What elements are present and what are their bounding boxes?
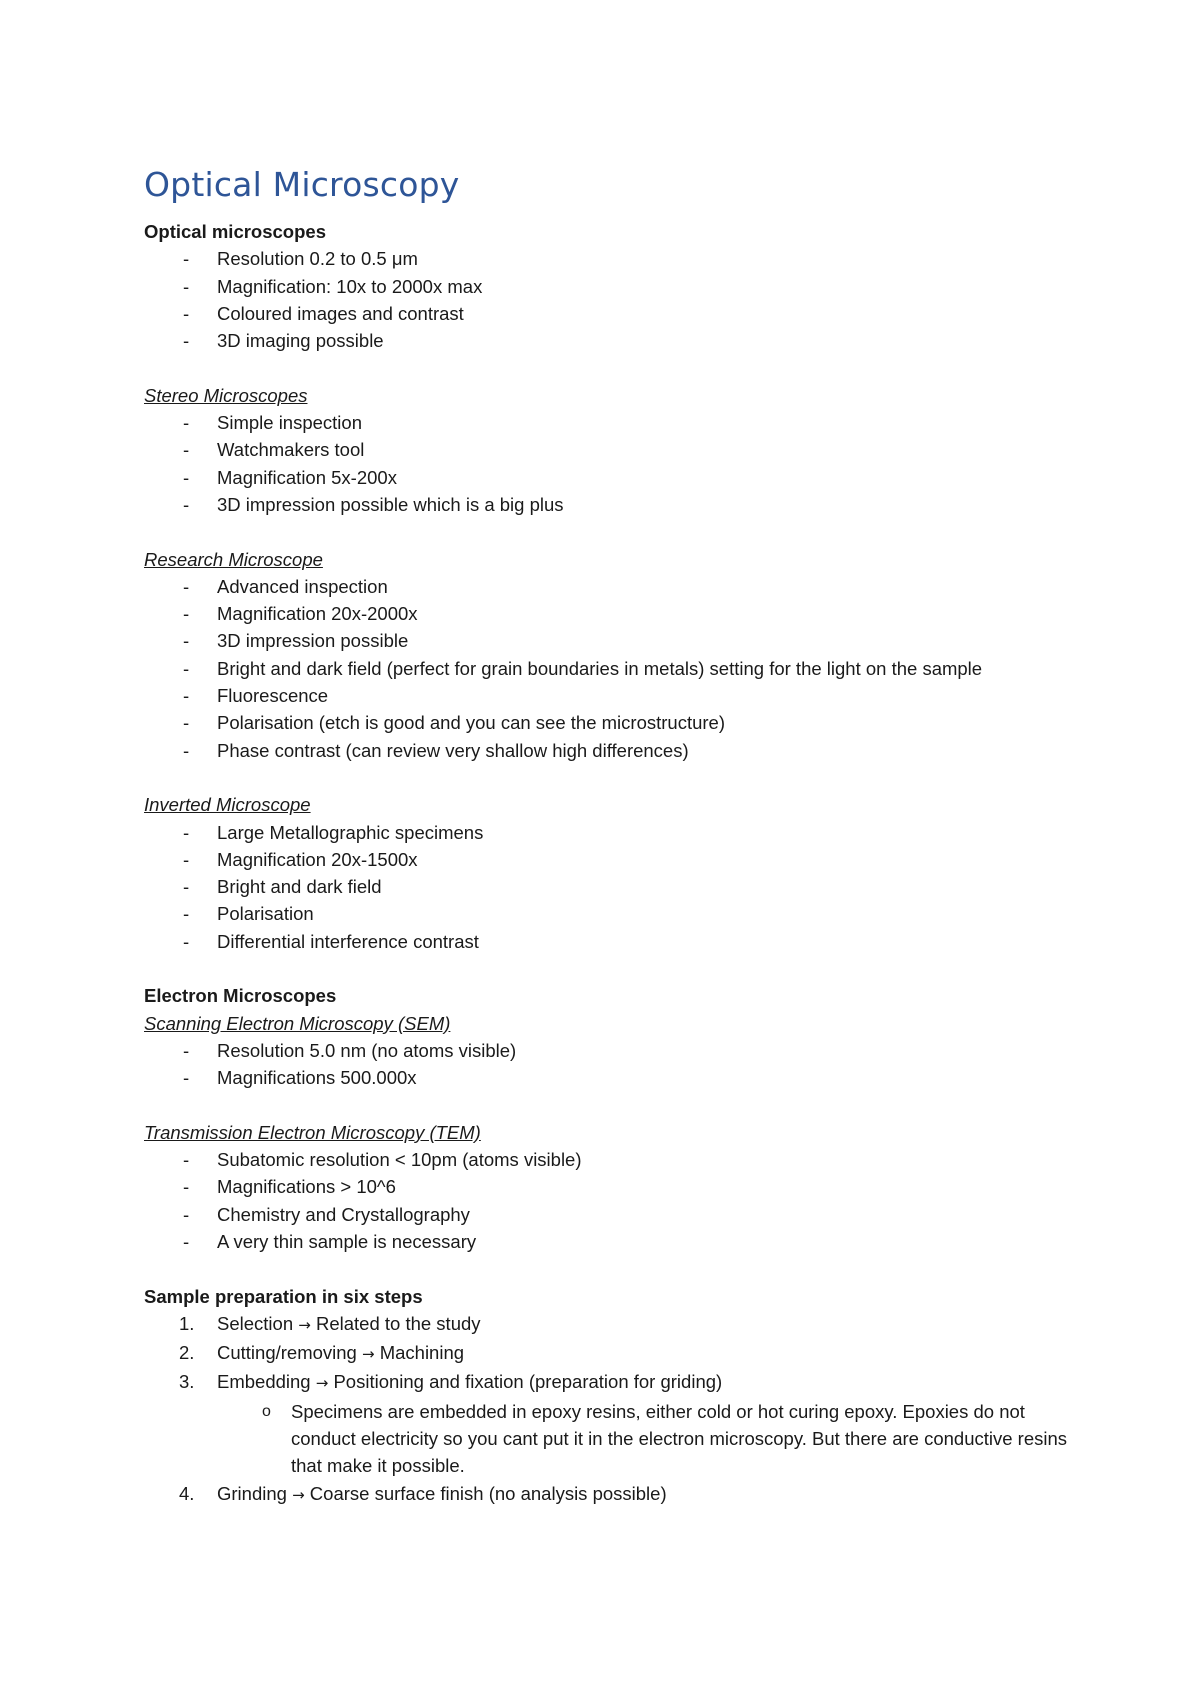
list-item: - Magnification: 10x to 2000x max: [144, 273, 1064, 300]
dash-marker: -: [183, 248, 190, 270]
subheading-sem: Scanning Electron Microscopy (SEM): [144, 1012, 451, 1034]
stereo-list: [144, 409, 1064, 518]
list-item: - Resolution 0.2 to 0.5 μm: [144, 245, 1064, 272]
subheading-tem: Transmission Electron Microscopy (TEM): [144, 1121, 481, 1143]
dash-marker: -: [183, 466, 190, 488]
numbered-step: 3. Embedding → Positioning and fixation (preparation for griding): [144, 1368, 1064, 1397]
arrow-right-icon: →: [361, 1345, 375, 1364]
numbered-step: 4. Grinding → Coarse surface finish (no analysis possible): [144, 1480, 1064, 1509]
dash-marker: -: [183, 1230, 190, 1252]
dash-marker: -: [183, 1149, 190, 1171]
list-item: - Simple inspection: [144, 409, 1064, 436]
list-item: - Differential interference contrast: [144, 928, 1064, 955]
inverted-list: [144, 819, 1064, 955]
section-heading-electron: Electron Microscopes: [144, 985, 337, 1007]
circle-bullet-marker: o: [262, 1402, 271, 1420]
list-item: - Magnifications > 10^6: [144, 1173, 1064, 1200]
list-item: - Magnifications 500.000x: [144, 1064, 1064, 1091]
list-item: - 3D impression possible which is a big plus: [144, 491, 1064, 518]
dash-marker: -: [183, 739, 190, 761]
list-item: - Polarisation: [144, 900, 1064, 927]
dash-marker: -: [183, 712, 190, 734]
dash-marker: -: [183, 821, 190, 843]
section-heading-sample-prep: Sample preparation in six steps: [144, 1285, 423, 1307]
list-item: - Bright and dark field: [144, 873, 1064, 900]
dash-marker: -: [183, 493, 190, 515]
page-title: Optical Microscopy: [144, 165, 460, 204]
list-item: - 3D impression possible: [144, 627, 1064, 654]
dash-marker: -: [183, 575, 190, 597]
dash-marker: -: [183, 603, 190, 625]
list-item: - Chemistry and Crystallography: [144, 1201, 1064, 1228]
dash-marker: -: [183, 412, 190, 434]
list-item: - 3D imaging possible: [144, 327, 1064, 354]
sample-prep-list: [144, 1310, 1068, 1509]
list-item: - Magnification 20x-1500x: [144, 846, 1064, 873]
dash-marker: -: [183, 302, 190, 324]
dash-marker: -: [183, 876, 190, 898]
list-item: - Watchmakers tool: [144, 436, 1064, 463]
dash-marker: -: [183, 848, 190, 870]
step-number: 3.: [179, 1371, 195, 1393]
section-heading-stereo: Stereo Microscopes: [144, 384, 308, 406]
dash-marker: -: [183, 1203, 190, 1225]
list-item: - Large Metallographic specimens: [144, 819, 1064, 846]
list-item: - Phase contrast (can review very shallow high differences): [144, 737, 1064, 764]
document-content: [144, 160, 1068, 1509]
list-item: - Polarisation (etch is good and you can see the microstructure): [144, 709, 1064, 736]
section-heading-optical: Optical microscopes: [144, 221, 326, 242]
arrow-right-icon: →: [315, 1374, 329, 1393]
list-item: - Magnification 5x-200x: [144, 464, 1064, 491]
sem-list: [144, 1037, 1064, 1092]
dash-marker: -: [183, 903, 190, 925]
list-item: - Bright and dark field (perfect for grain boundaries in metals) setting for the light on the sample: [144, 655, 1064, 682]
numbered-step: 1. Selection → Related to the study: [144, 1310, 1064, 1339]
list-item: - Fluorescence: [144, 682, 1064, 709]
sub-list-item: o Specimens are embedded in epoxy resins, either cold or hot curing epoxy. Epoxies do not conduct electricity so you cant put it in the electron microscopy. But there are conductive resins that make it possible.: [144, 1398, 1064, 1480]
list-item: - Coloured images and contrast: [144, 300, 1064, 327]
research-list: [144, 573, 1064, 764]
section-heading-research: Research Microscope: [144, 548, 323, 570]
dash-marker: -: [183, 439, 190, 461]
arrow-right-icon: →: [298, 1315, 311, 1334]
list-item: - Subatomic resolution < 10pm (atoms visible): [144, 1146, 1064, 1173]
arrow-right-icon: →: [292, 1485, 305, 1504]
step-number: 4.: [179, 1482, 195, 1504]
dash-marker: -: [183, 657, 190, 679]
optical-list: [144, 245, 1064, 354]
list-item: - Magnification 20x-2000x: [144, 600, 1064, 627]
list-item: - A very thin sample is necessary: [144, 1228, 1064, 1255]
step-number: 2.: [179, 1342, 195, 1364]
dash-marker: -: [183, 1176, 190, 1198]
dash-marker: -: [183, 1039, 190, 1061]
dash-marker: -: [183, 330, 190, 352]
tem-list: [144, 1146, 1064, 1255]
dash-marker: -: [183, 1067, 190, 1089]
dash-marker: -: [183, 930, 190, 952]
section-heading-inverted: Inverted Microscope: [144, 794, 311, 816]
list-item: - Advanced inspection: [144, 573, 1064, 600]
numbered-step: 2. Cutting/removing → Machining: [144, 1339, 1064, 1368]
dash-marker: -: [183, 630, 190, 652]
step-number: 1.: [179, 1312, 195, 1334]
dash-marker: -: [183, 275, 190, 297]
dash-marker: -: [183, 685, 190, 707]
list-item: - Resolution 5.0 nm (no atoms visible): [144, 1037, 1064, 1064]
